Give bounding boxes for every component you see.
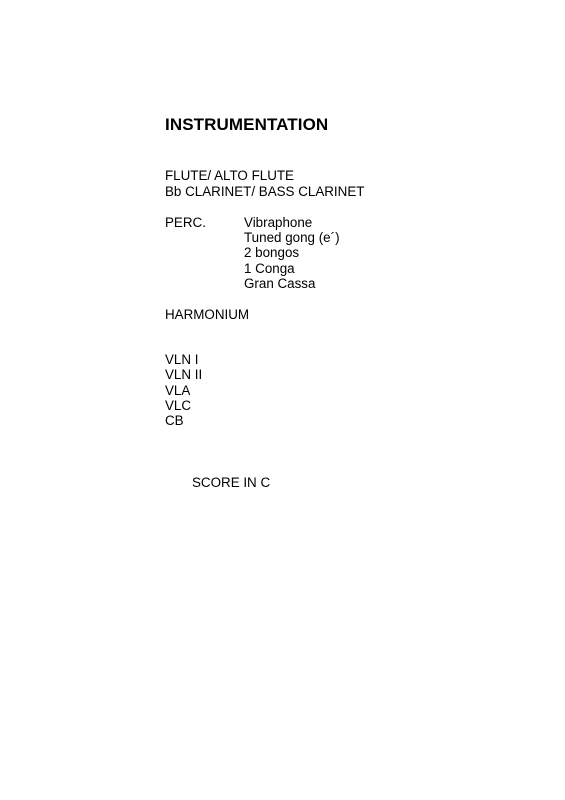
- page-title: INSTRUMENTATION: [165, 115, 329, 134]
- wind-clarinet: Bb CLARINET/ BASS CLARINET: [165, 184, 365, 199]
- percussion-gran-cassa: Gran Cassa: [244, 276, 316, 291]
- wind-flute: FLUTE/ ALTO FLUTE: [165, 168, 294, 183]
- string-contrabass: CB: [165, 413, 184, 428]
- percussion-bongos: 2 bongos: [244, 245, 300, 260]
- keyboard-harmonium: HARMONIUM: [165, 307, 250, 322]
- percussion-tuned-gong: Tuned gong (e´): [244, 230, 340, 245]
- percussion-conga: 1 Conga: [244, 261, 295, 276]
- string-violin-2: VLN II: [165, 367, 203, 382]
- score-note: SCORE IN C: [192, 475, 271, 490]
- string-viola: VLA: [165, 383, 191, 398]
- string-violin-1: VLN I: [165, 352, 199, 367]
- percussion-label: PERC.: [165, 215, 206, 230]
- percussion-vibraphone: Vibraphone: [244, 215, 313, 230]
- string-cello: VLC: [165, 398, 192, 413]
